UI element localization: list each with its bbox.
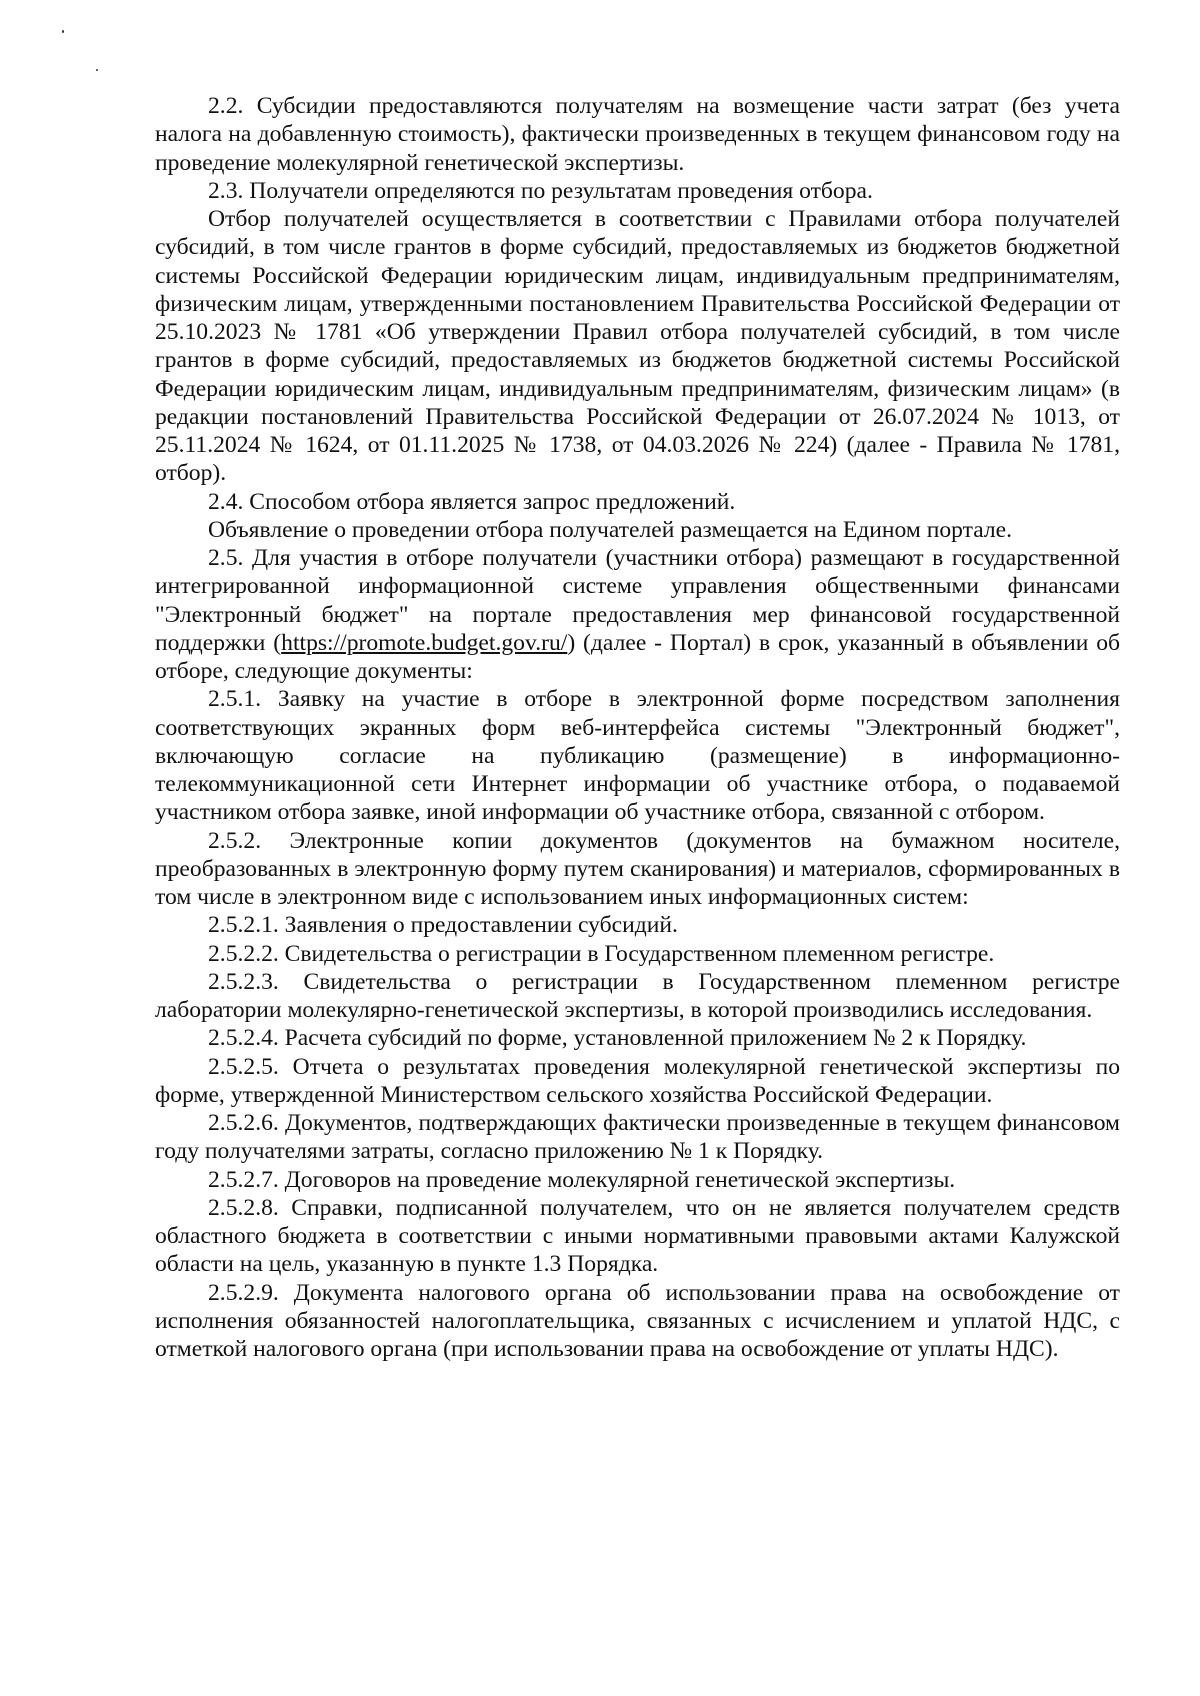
paragraph-2-5-2-6: 2.5.2.6. Документов, подтверждающих фактически произведенные в текущем финансовом году получателями затраты, согласно приложению № 1 к Порядку. — [155, 1110, 1120, 1165]
scan-speck — [62, 30, 64, 33]
scan-speck — [96, 69, 98, 71]
paragraph-2-5-text-b: ) (далее - Портал) в срок, указанный в объявлении об отборе, следующие документы: — [155, 629, 1121, 684]
paragraph-2-5-2-1: 2.5.2.1. Заявления о предоставлении субсидий. — [208, 912, 678, 939]
paragraph-2-5-2: 2.5.2. Электронные копии документов (документов на бумажном носителе, преобразованных в электронную форму путем сканирования) и материалов, сформированных в том числе в электронном виде с использованием иных информационных систем: — [155, 827, 1120, 910]
paragraph-2-5-2-4: 2.5.2.4. Расчета субсидий по форме, установленной приложением № 2 к Порядку. — [208, 1025, 1027, 1052]
paragraph-selection-rules: Отбор получателей осуществляется в соответствии с Правилами отбора получателей субсидий, в том числе грантов в форме субсидий, предоставляемых из бюджетов бюджетной системы Российской Федерации юридическим лицам, индивидуальным предпринимателям, физическим лицам, утвержденными постановлением Правительства Российской Федерации от 25.10.2023 № 1781 «Об утверждении Правил отбора получателей субсидий, в том числе грантов в форме субсидий, предоставляемых из бюджетов бюджетной системы Российской Федерации юридическим лицам, индивидуальным предпринимателям, физическим лицам» (в редакции постановлений Правительства Российской Федерации от 26.07.2024 № 1013, от 25.11.2024 № 1624, от 01.11.2025 № 1738, от 04.03.2026 № 224) (далее - Правила № 1781, отбор). — [155, 206, 1120, 487]
paragraph-announcement: Объявление о проведении отбора получателей размещается на Едином портале. — [208, 516, 1013, 543]
portal-link[interactable]: https://promote.budget.gov.ru/ — [281, 629, 568, 656]
document-page — [155, 92, 1120, 1363]
paragraph-2-4: 2.4. Способом отбора является запрос предложений. — [208, 488, 736, 515]
paragraph-2-3: 2.3. Получатели определяются по результатам проведения отбора. — [208, 177, 873, 204]
paragraph-2-5 — [155, 544, 1120, 685]
paragraph-2-5-2-3: 2.5.2.3. Свидетельства о регистрации в Государственном племенном регистре лаборатории молекулярно-генетической экспертизы, в которой производились исследования. — [155, 968, 1120, 1023]
paragraph-2-5-2-2: 2.5.2.2. Свидетельства о регистрации в Государственном племенном регистре. — [208, 940, 995, 967]
paragraph-2-5-1: 2.5.1. Заявку на участие в отборе в электронной форме посредством заполнения соответствующих экранных форм веб-интерфейса системы "Электронный бюджет", включающую согласие на публикацию (размещение) в информационно-телекоммуникационной сети Интернет информации об участнике отбора, о подаваемой участником отбора заявке, иной информации об участнике отбора, связанной с отбором. — [155, 686, 1120, 826]
paragraph-2-5-2-7: 2.5.2.7. Договоров на проведение молекулярной генетической экспертизы. — [208, 1166, 956, 1193]
paragraph-2-2: 2.2. Субсидии предоставляются получателям на возмещение части затрат (без учета налога на добавленную стоимость), фактически произведенных в текущем финансовом году на проведение молекулярной генетической экспертизы. — [155, 93, 1120, 176]
paragraph-2-5-2-8: 2.5.2.8. Справки, подписанной получателем, что он не является получателем средств областного бюджета в соответствии с иными нормативными правовыми актами Калужской области на цель, указанную в пункте 1.3 Порядка. — [155, 1194, 1120, 1278]
paragraph-2-5-2-9: 2.5.2.9. Документа налогового органа об использовании права на освобождение от исполнения обязанностей налогоплательщика, связанных с исчислением и уплатой НДС, с отметкой налогового органа (при использовании права на освобождение от уплаты НДС). — [155, 1279, 1120, 1362]
paragraph-2-5-2-5: 2.5.2.5. Отчета о результатах проведения молекулярной генетической экспертизы по форме, утвержденной Министерством сельского хозяйства Российской Федерации. — [155, 1053, 1120, 1108]
paragraph-2-5-text-a: 2.5. Для участия в отборе получатели (участники отбора) размещают в государственной интегрированной информационной системе управления общественными финансами "Электронный бюджет" на портале предоставления мер финансовой государственной поддержки ( — [155, 545, 1120, 656]
